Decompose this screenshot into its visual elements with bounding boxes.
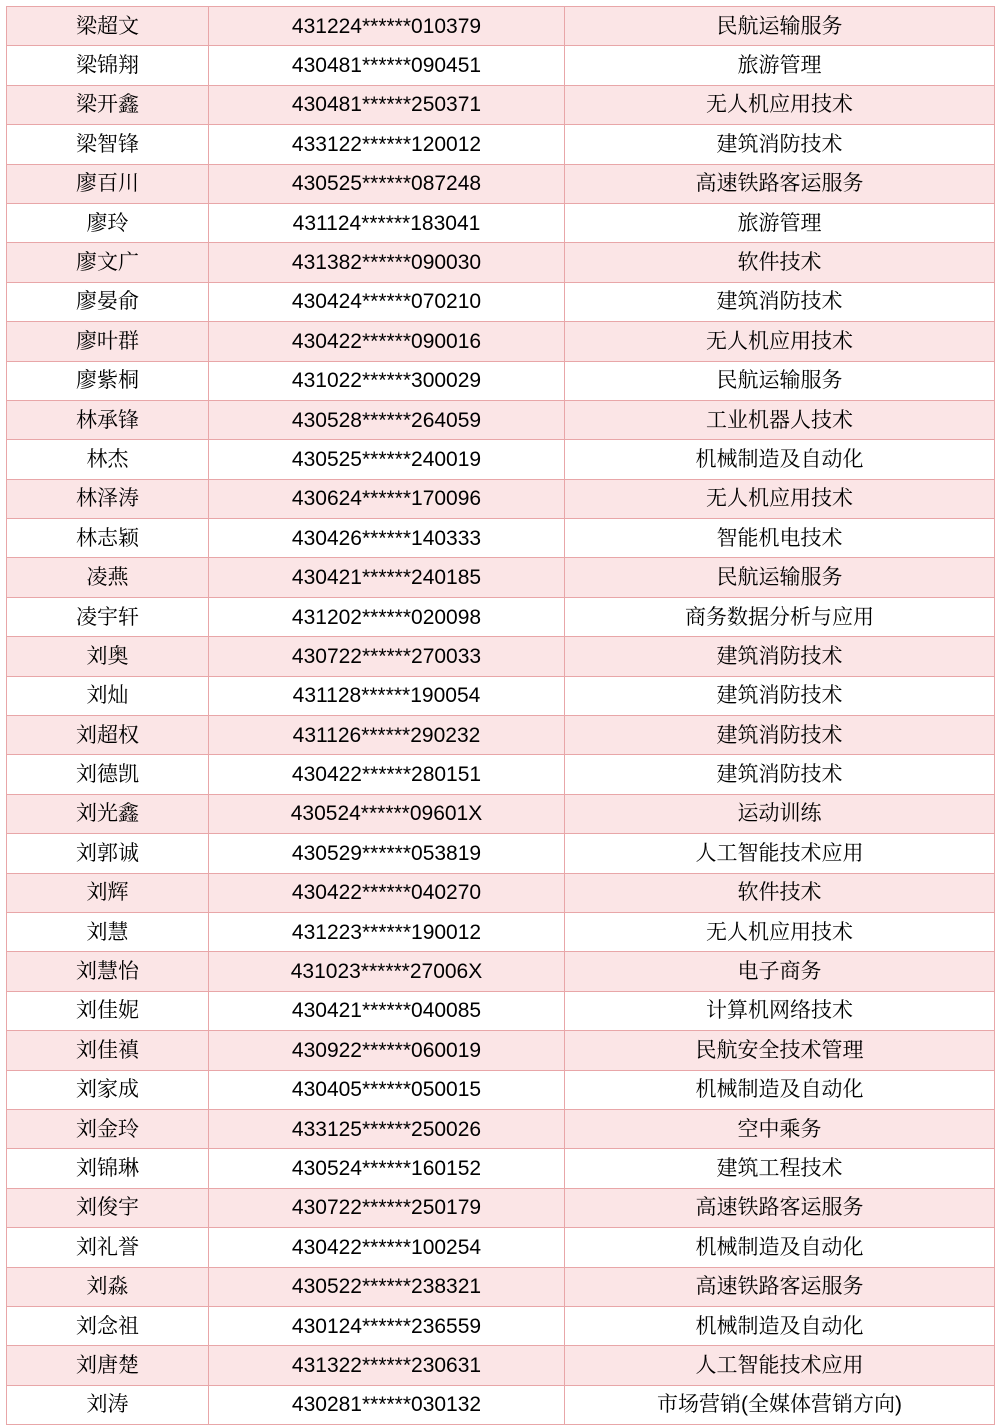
cell-name: 梁超文 xyxy=(7,7,209,46)
cell-id-number: 430421******240185 xyxy=(209,558,565,597)
cell-major: 商务数据分析与应用 xyxy=(565,597,995,636)
cell-major: 建筑消防技术 xyxy=(565,637,995,676)
table-row xyxy=(7,1385,995,1424)
cell-name: 刘光鑫 xyxy=(7,794,209,833)
cell-name: 刘辉 xyxy=(7,873,209,912)
cell-major: 民航安全技术管理 xyxy=(565,1031,995,1070)
table-row xyxy=(7,794,995,833)
table-row xyxy=(7,597,995,636)
table-row xyxy=(7,873,995,912)
roster-table-body xyxy=(7,7,995,1425)
cell-major: 人工智能技术应用 xyxy=(565,834,995,873)
cell-name: 刘超权 xyxy=(7,716,209,755)
cell-id-number: 431126******290232 xyxy=(209,716,565,755)
cell-major: 无人机应用技术 xyxy=(565,322,995,361)
cell-name: 廖玲 xyxy=(7,203,209,242)
cell-major: 高速铁路客运服务 xyxy=(565,164,995,203)
cell-id-number: 430422******280151 xyxy=(209,755,565,794)
cell-major: 机械制造及自动化 xyxy=(565,1070,995,1109)
cell-id-number: 430722******250179 xyxy=(209,1188,565,1227)
cell-id-number: 431128******190054 xyxy=(209,676,565,715)
cell-name: 刘慧 xyxy=(7,912,209,951)
cell-major: 市场营销(全媒体营销方向) xyxy=(565,1385,995,1424)
cell-major: 无人机应用技术 xyxy=(565,479,995,518)
cell-id-number: 430525******087248 xyxy=(209,164,565,203)
table-row xyxy=(7,243,995,282)
cell-id-number: 430524******09601X xyxy=(209,794,565,833)
cell-name: 刘奥 xyxy=(7,637,209,676)
cell-name: 林杰 xyxy=(7,440,209,479)
cell-id-number: 431124******183041 xyxy=(209,203,565,242)
cell-name: 刘佳禛 xyxy=(7,1031,209,1070)
cell-id-number: 431023******27006X xyxy=(209,952,565,991)
cell-id-number: 430528******264059 xyxy=(209,400,565,439)
cell-major: 建筑工程技术 xyxy=(565,1149,995,1188)
cell-name: 刘俊宇 xyxy=(7,1188,209,1227)
table-row xyxy=(7,755,995,794)
table-row xyxy=(7,1306,995,1345)
cell-major: 高速铁路客运服务 xyxy=(565,1267,995,1306)
table-row xyxy=(7,400,995,439)
cell-name: 廖百川 xyxy=(7,164,209,203)
table-row xyxy=(7,1109,995,1148)
cell-id-number: 430922******060019 xyxy=(209,1031,565,1070)
cell-name: 梁开鑫 xyxy=(7,85,209,124)
table-row xyxy=(7,637,995,676)
cell-major: 无人机应用技术 xyxy=(565,912,995,951)
table-row xyxy=(7,85,995,124)
cell-major: 机械制造及自动化 xyxy=(565,1228,995,1267)
cell-name: 刘郭诚 xyxy=(7,834,209,873)
table-row xyxy=(7,834,995,873)
table-row xyxy=(7,558,995,597)
cell-id-number: 430281******030132 xyxy=(209,1385,565,1424)
cell-id-number: 430422******040270 xyxy=(209,873,565,912)
table-row xyxy=(7,1070,995,1109)
cell-name: 林志颖 xyxy=(7,519,209,558)
cell-id-number: 430624******170096 xyxy=(209,479,565,518)
cell-id-number: 430529******053819 xyxy=(209,834,565,873)
table-row xyxy=(7,1228,995,1267)
cell-name: 刘锦琳 xyxy=(7,1149,209,1188)
cell-major: 工业机器人技术 xyxy=(565,400,995,439)
table-row xyxy=(7,912,995,951)
cell-major: 民航运输服务 xyxy=(565,361,995,400)
table-row xyxy=(7,952,995,991)
table-row xyxy=(7,519,995,558)
table-row xyxy=(7,203,995,242)
cell-name: 凌燕 xyxy=(7,558,209,597)
cell-major: 建筑消防技术 xyxy=(565,282,995,321)
cell-name: 廖叶群 xyxy=(7,322,209,361)
cell-name: 廖晏俞 xyxy=(7,282,209,321)
table-row xyxy=(7,7,995,46)
cell-name: 刘灿 xyxy=(7,676,209,715)
cell-name: 刘慧怡 xyxy=(7,952,209,991)
cell-id-number: 430426******140333 xyxy=(209,519,565,558)
cell-name: 刘佳妮 xyxy=(7,991,209,1030)
table-row xyxy=(7,282,995,321)
cell-id-number: 431202******020098 xyxy=(209,597,565,636)
cell-major: 电子商务 xyxy=(565,952,995,991)
cell-major: 旅游管理 xyxy=(565,46,995,85)
table-row xyxy=(7,125,995,164)
roster-table xyxy=(6,6,995,1425)
cell-major: 建筑消防技术 xyxy=(565,676,995,715)
cell-id-number: 433122******120012 xyxy=(209,125,565,164)
cell-name: 刘德凯 xyxy=(7,755,209,794)
cell-major: 建筑消防技术 xyxy=(565,755,995,794)
cell-id-number: 433125******250026 xyxy=(209,1109,565,1148)
cell-name: 林泽涛 xyxy=(7,479,209,518)
cell-major: 机械制造及自动化 xyxy=(565,440,995,479)
cell-id-number: 430405******050015 xyxy=(209,1070,565,1109)
table-row xyxy=(7,1346,995,1385)
cell-major: 计算机网络技术 xyxy=(565,991,995,1030)
cell-major: 软件技术 xyxy=(565,873,995,912)
cell-major: 高速铁路客运服务 xyxy=(565,1188,995,1227)
cell-major: 机械制造及自动化 xyxy=(565,1306,995,1345)
cell-id-number: 430524******160152 xyxy=(209,1149,565,1188)
cell-name: 刘金玲 xyxy=(7,1109,209,1148)
cell-major: 智能机电技术 xyxy=(565,519,995,558)
table-row xyxy=(7,479,995,518)
cell-major: 人工智能技术应用 xyxy=(565,1346,995,1385)
cell-id-number: 430422******090016 xyxy=(209,322,565,361)
cell-major: 旅游管理 xyxy=(565,203,995,242)
table-row xyxy=(7,361,995,400)
table-row xyxy=(7,164,995,203)
cell-id-number: 431382******090030 xyxy=(209,243,565,282)
cell-name: 刘涛 xyxy=(7,1385,209,1424)
table-row xyxy=(7,1267,995,1306)
cell-major: 建筑消防技术 xyxy=(565,716,995,755)
cell-id-number: 431322******230631 xyxy=(209,1346,565,1385)
cell-id-number: 430424******070210 xyxy=(209,282,565,321)
table-row xyxy=(7,1031,995,1070)
cell-name: 刘礼誉 xyxy=(7,1228,209,1267)
table-row xyxy=(7,991,995,1030)
cell-id-number: 430421******040085 xyxy=(209,991,565,1030)
cell-major: 空中乘务 xyxy=(565,1109,995,1148)
cell-id-number: 430481******250371 xyxy=(209,85,565,124)
cell-id-number: 430124******236559 xyxy=(209,1306,565,1345)
cell-name: 林承锋 xyxy=(7,400,209,439)
table-row xyxy=(7,46,995,85)
cell-id-number: 431022******300029 xyxy=(209,361,565,400)
cell-id-number: 430722******270033 xyxy=(209,637,565,676)
cell-id-number: 431223******190012 xyxy=(209,912,565,951)
cell-id-number: 431224******010379 xyxy=(209,7,565,46)
cell-major: 运动训练 xyxy=(565,794,995,833)
cell-major: 无人机应用技术 xyxy=(565,85,995,124)
cell-name: 梁智锋 xyxy=(7,125,209,164)
cell-id-number: 430481******090451 xyxy=(209,46,565,85)
table-row xyxy=(7,440,995,479)
cell-major: 民航运输服务 xyxy=(565,558,995,597)
cell-name: 凌宇轩 xyxy=(7,597,209,636)
cell-major: 建筑消防技术 xyxy=(565,125,995,164)
table-row xyxy=(7,322,995,361)
table-row xyxy=(7,676,995,715)
cell-major: 民航运输服务 xyxy=(565,7,995,46)
cell-name: 廖文广 xyxy=(7,243,209,282)
cell-name: 刘念祖 xyxy=(7,1306,209,1345)
table-row xyxy=(7,1188,995,1227)
cell-name: 梁锦翔 xyxy=(7,46,209,85)
cell-name: 刘家成 xyxy=(7,1070,209,1109)
cell-name: 廖紫桐 xyxy=(7,361,209,400)
cell-id-number: 430522******238321 xyxy=(209,1267,565,1306)
cell-id-number: 430525******240019 xyxy=(209,440,565,479)
table-row xyxy=(7,716,995,755)
cell-id-number: 430422******100254 xyxy=(209,1228,565,1267)
cell-name: 刘淼 xyxy=(7,1267,209,1306)
cell-major: 软件技术 xyxy=(565,243,995,282)
table-row xyxy=(7,1149,995,1188)
cell-name: 刘唐楚 xyxy=(7,1346,209,1385)
